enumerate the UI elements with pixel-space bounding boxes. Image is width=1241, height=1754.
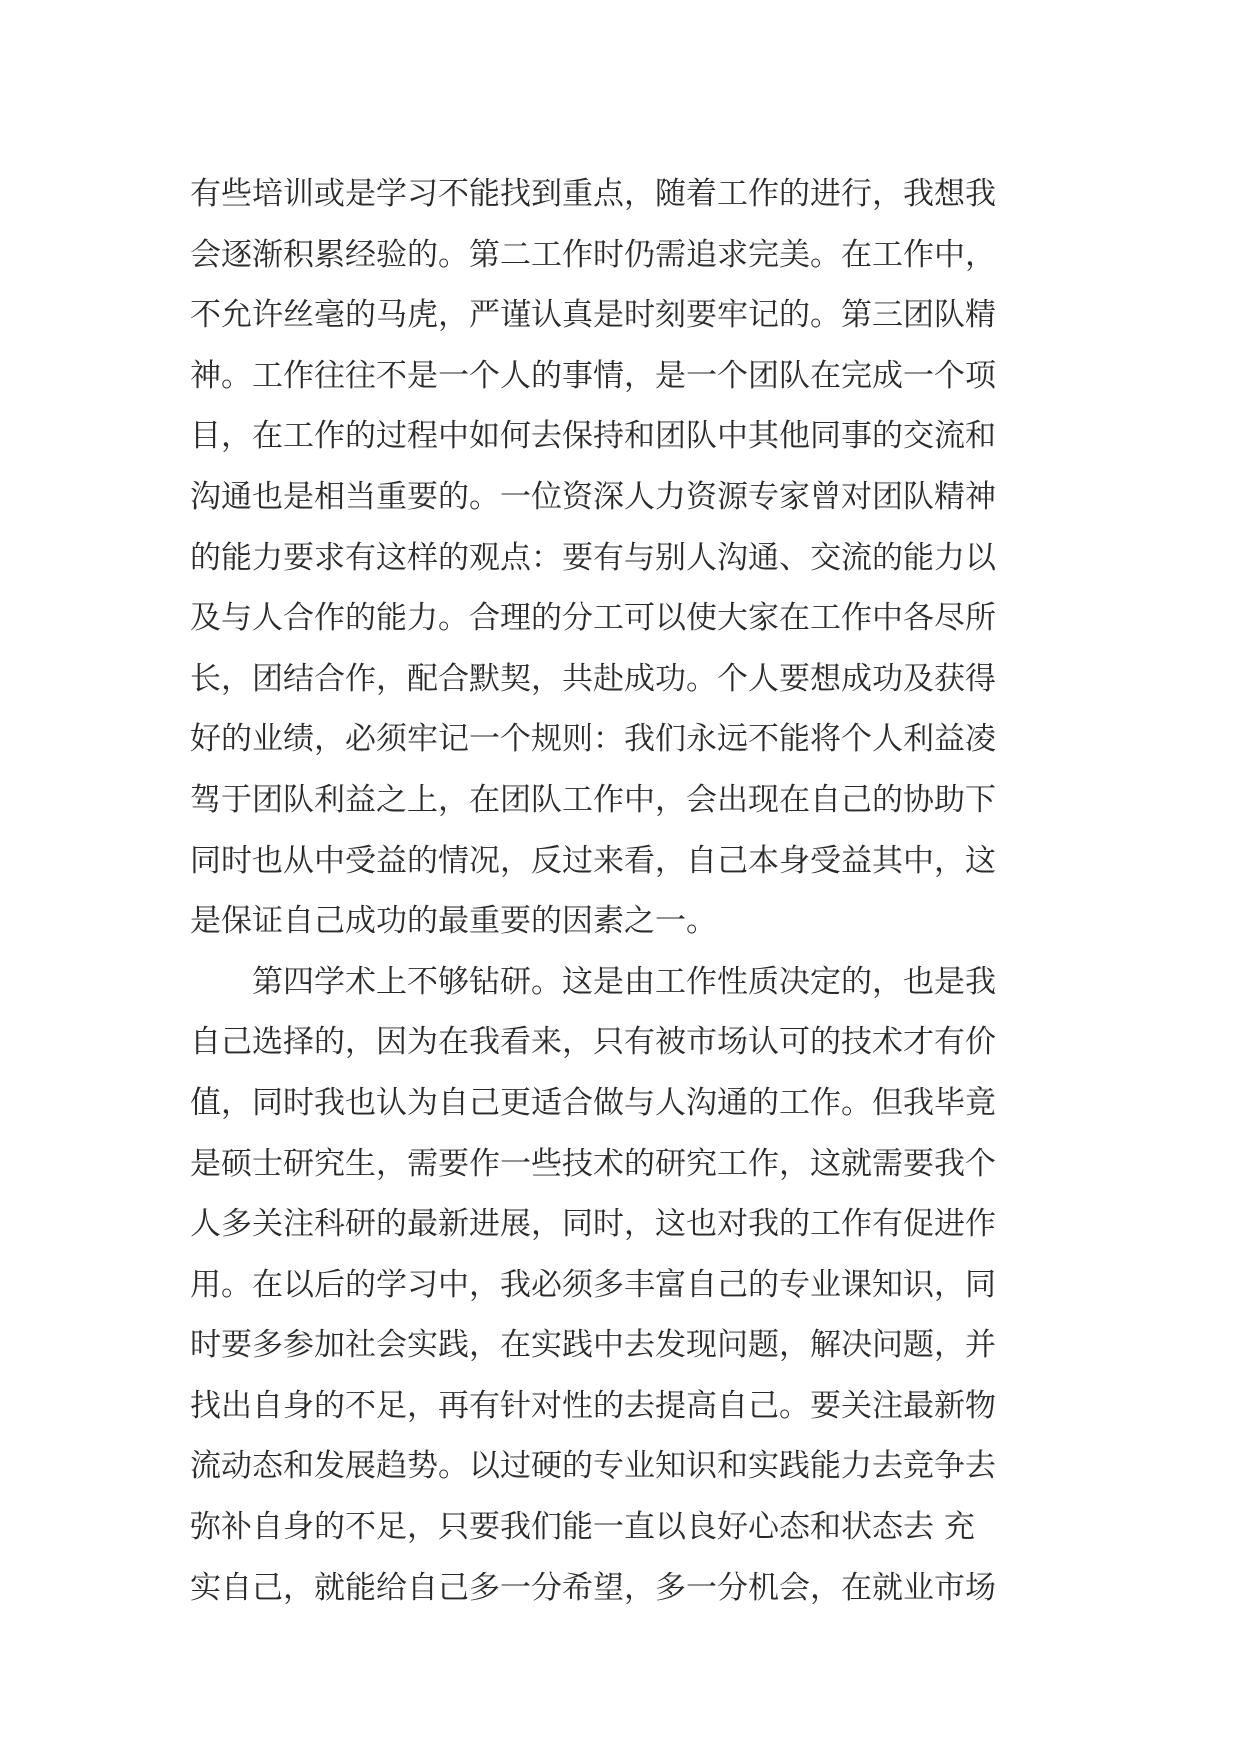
text-line: 好的业绩，必须牢记一个规则：我们永远不能将个人利益凌 (190, 721, 996, 758)
text-line: 有些培训或是学习不能找到重点，随着工作的进行，我想我 (190, 176, 996, 212)
text-line: 人多关注科研的最新进展，同时，这也对我的工作有促进作 (190, 1206, 996, 1243)
text-line: 找出自身的不足，再有针对性的去提高自己。要关注最新物 (190, 1387, 996, 1424)
text-line: 是硕士研究生，需要作一些技术的研究工作，这就需要我个 (190, 1145, 996, 1182)
body-text (190, 164, 1070, 1618)
text-line: 及与人合作的能力。合理的分工可以使大家在工作中各尽所 (190, 600, 996, 637)
text-line: 弥补自身的不足，只要我们能一直以良好心态和状态去 充 (190, 1509, 975, 1546)
text-line: 用。在以后的学习中，我必须多丰富自己的专业课知识，同 (190, 1266, 996, 1303)
text-line: 值，同时我也认为自己更适合做与人沟通的工作。但我毕竟 (190, 1084, 996, 1121)
text-line: 神。工作往往不是一个人的事情，是一个团队在完成一个项 (190, 357, 996, 394)
text-line: 长，团结合作，配合默契，共赴成功。个人要想成功及获得 (190, 660, 996, 697)
text-line: 目，在工作的过程中如何去保持和团队中其他同事的交流和 (190, 418, 996, 455)
text-line: 第四学术上不够钻研。这是由工作性质决定的，也是我 (190, 963, 996, 1000)
text-line: 会逐渐积累经验的。第二工作时仍需追求完美。在工作中， (190, 236, 996, 273)
text-line: 不允许丝毫的马虎，严谨认真是时刻要牢记的。第三团队精 (190, 297, 996, 334)
text-line: 实自己，就能给自己多一分希望，多一分机会，在就业市场 (190, 1569, 996, 1606)
text-line: 同时也从中受益的情况，反过来看，自己本身受益其中，这 (190, 842, 996, 879)
text-line: 时要多参加社会实践，在实践中去发现问题，解决问题，并 (190, 1327, 996, 1364)
text-line: 的能力要求有这样的观点：要有与别人沟通、交流的能力以 (190, 539, 996, 576)
text-line: 自己选择的，因为在我看来，只有被市场认可的技术才有价 (190, 1024, 996, 1061)
text-line: 是保证自己成功的最重要的因素之一。 (190, 903, 717, 940)
text-line: 沟通也是相当重要的。一位资深人力资源专家曾对团队精神 (190, 478, 996, 515)
text-line: 流动态和发展趋势。以过硬的专业知识和实践能力去竞争去 (190, 1448, 996, 1485)
text-line: 驾于团队利益之上，在团队工作中，会出现在自己的协助下 (190, 781, 996, 818)
